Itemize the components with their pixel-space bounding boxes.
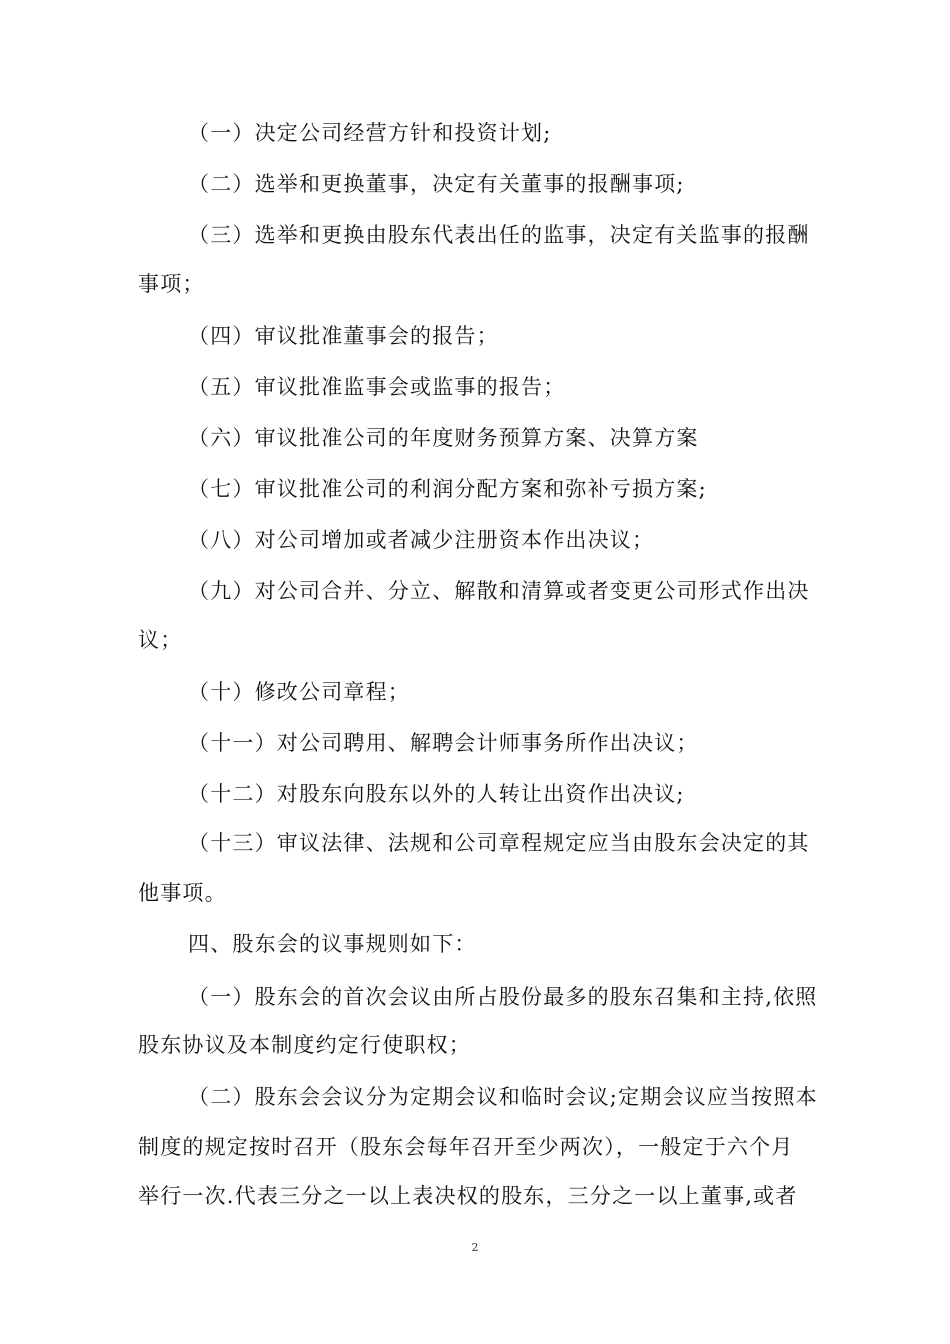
text-line: （十一）对公司聘用、解聘会计师事务所作出决议； [188, 731, 699, 755]
text-line: （十三）审议法律、法规和公司章程规定应当由股东会决定的其 [188, 831, 810, 855]
text-line: 制度的规定按时召开（股东会每年召开至少两次），一般定于六个月 [138, 1135, 794, 1159]
text-line: （三）选举和更换由股东代表出任的监事，决定有关监事的报酬 [188, 223, 810, 247]
text-line: （二）股东会会议分为定期会议和临时会议;定期会议应当按照本 [188, 1085, 818, 1109]
text-line: （五）审议批准监事会或监事的报告； [188, 375, 566, 399]
text-line: （九）对公司合并、分立、解散和清算或者变更公司形式作出决 [188, 579, 810, 603]
text-line: 股东协议及本制度约定行使职权； [138, 1033, 471, 1057]
text-line: （八）对公司增加或者减少注册资本作出决议； [188, 528, 655, 552]
text-line: （七）审议批准公司的利润分配方案和弥补亏损方案; [188, 477, 707, 501]
text-line: （十）修改公司章程； [188, 680, 410, 704]
text-line: （一）决定公司经营方针和投资计划; [188, 121, 552, 145]
text-line: 事项； [138, 272, 205, 296]
text-line: （四）审议批准董事会的报告； [188, 324, 499, 348]
text-line: （二）选举和更换董事，决定有关董事的报酬事项; [188, 172, 685, 196]
text-line: （六）审议批准公司的年度财务预算方案、决算方案 [188, 426, 699, 450]
text-line: 议； [138, 628, 183, 652]
page-number: 2 [471, 1241, 479, 1254]
text-line: 举行一次.代表三分之一以上表决权的股东，三分之一以上董事,或者 [138, 1184, 798, 1208]
text-line: 他事项。 [138, 881, 227, 905]
text-line: （一）股东会的首次会议由所占股份最多的股东召集和主持,依照 [188, 985, 818, 1009]
text-line: （十二）对股东向股东以外的人转让出资作出决议; [188, 782, 685, 806]
section-heading: 四、股东会的议事规则如下： [188, 932, 477, 956]
